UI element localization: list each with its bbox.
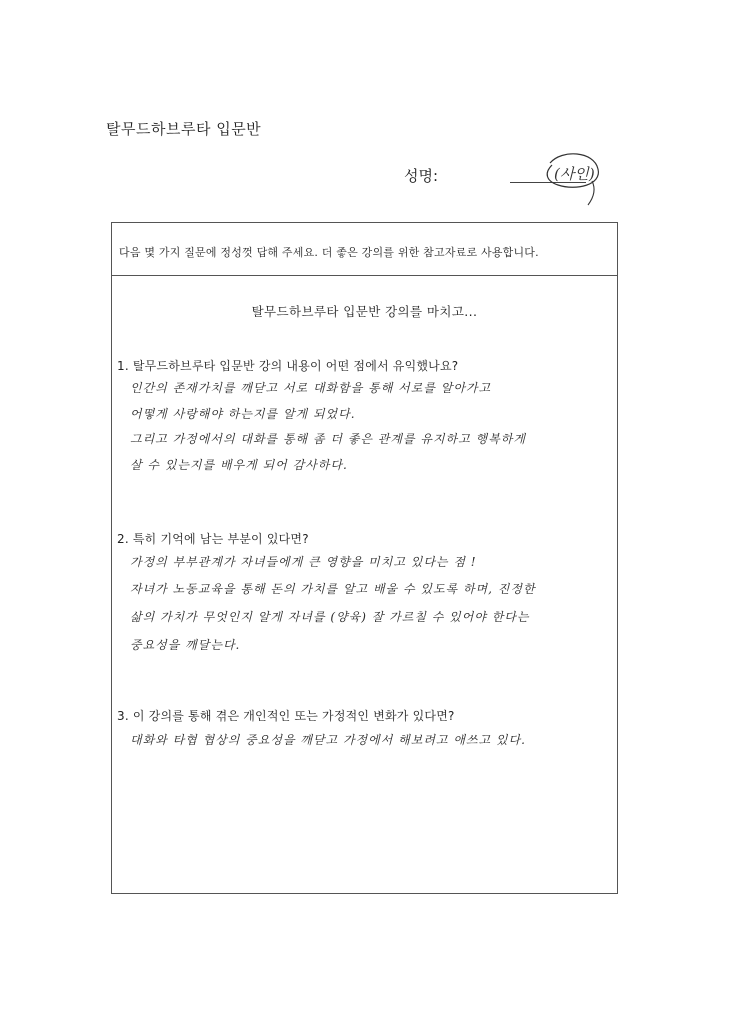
answer-2-line-2: 자녀가 노동교육을 통해 돈의 가치를 알고 배울 수 있도록 하며, 진정한	[130, 582, 536, 596]
instructions-text: 다음 몇 가지 질문에 정성껏 답해 주세요. 더 좋은 강의를 위한 참고자료로 사용합니다.	[112, 223, 617, 276]
form-subtitle: 탈무드하브루타 입문반 강의를 마치고...	[251, 304, 478, 319]
answer-1-line-1: 인간의 존재가치를 깨닫고 서로 대화함을 통해 서로를 알아가고	[130, 381, 492, 395]
document-title: 탈무드하브루타 입문반	[106, 120, 262, 138]
answer-1-line-2: 어떻게 사랑해야 하는지를 알게 되었다.	[130, 407, 356, 421]
signature-text: (사인)	[554, 165, 595, 183]
name-label: 성명:	[404, 167, 439, 185]
answer-2-line-4: 중요성을 깨달는다.	[130, 638, 241, 652]
question-1: 1. 탈무드하브루타 입문반 강의 내용이 어떤 점에서 유익했나요?	[117, 359, 459, 373]
name-field-area	[404, 165, 604, 205]
answer-1-line-3: 그리고 가정에서의 대화를 통해 좀 더 좋은 관계를 유지하고 행복하게	[130, 432, 526, 446]
question-3: 3. 이 강의를 통해 겪은 개인적인 또는 가정적인 변화가 있다면?	[117, 709, 455, 723]
answer-2-line-3: 삶의 가치가 무엇인지 알게 자녀를 (양육) 잘 가르칠 수 있어야 한다는	[130, 610, 530, 624]
answer-3-line-1: 대화와 타협 협상의 중요성을 깨닫고 가정에서 해보려고 애쓰고 있다.	[130, 733, 526, 747]
survey-form	[111, 222, 618, 894]
answer-2-line-1: 가정의 부부관계가 자녀들에게 큰 영향을 미치고 있다는 점 !	[130, 555, 477, 569]
answer-1-line-4: 살 수 있는지를 배우게 되어 감사하다.	[130, 458, 348, 472]
question-2: 2. 특히 기억에 남는 부분이 있다면?	[117, 532, 309, 546]
